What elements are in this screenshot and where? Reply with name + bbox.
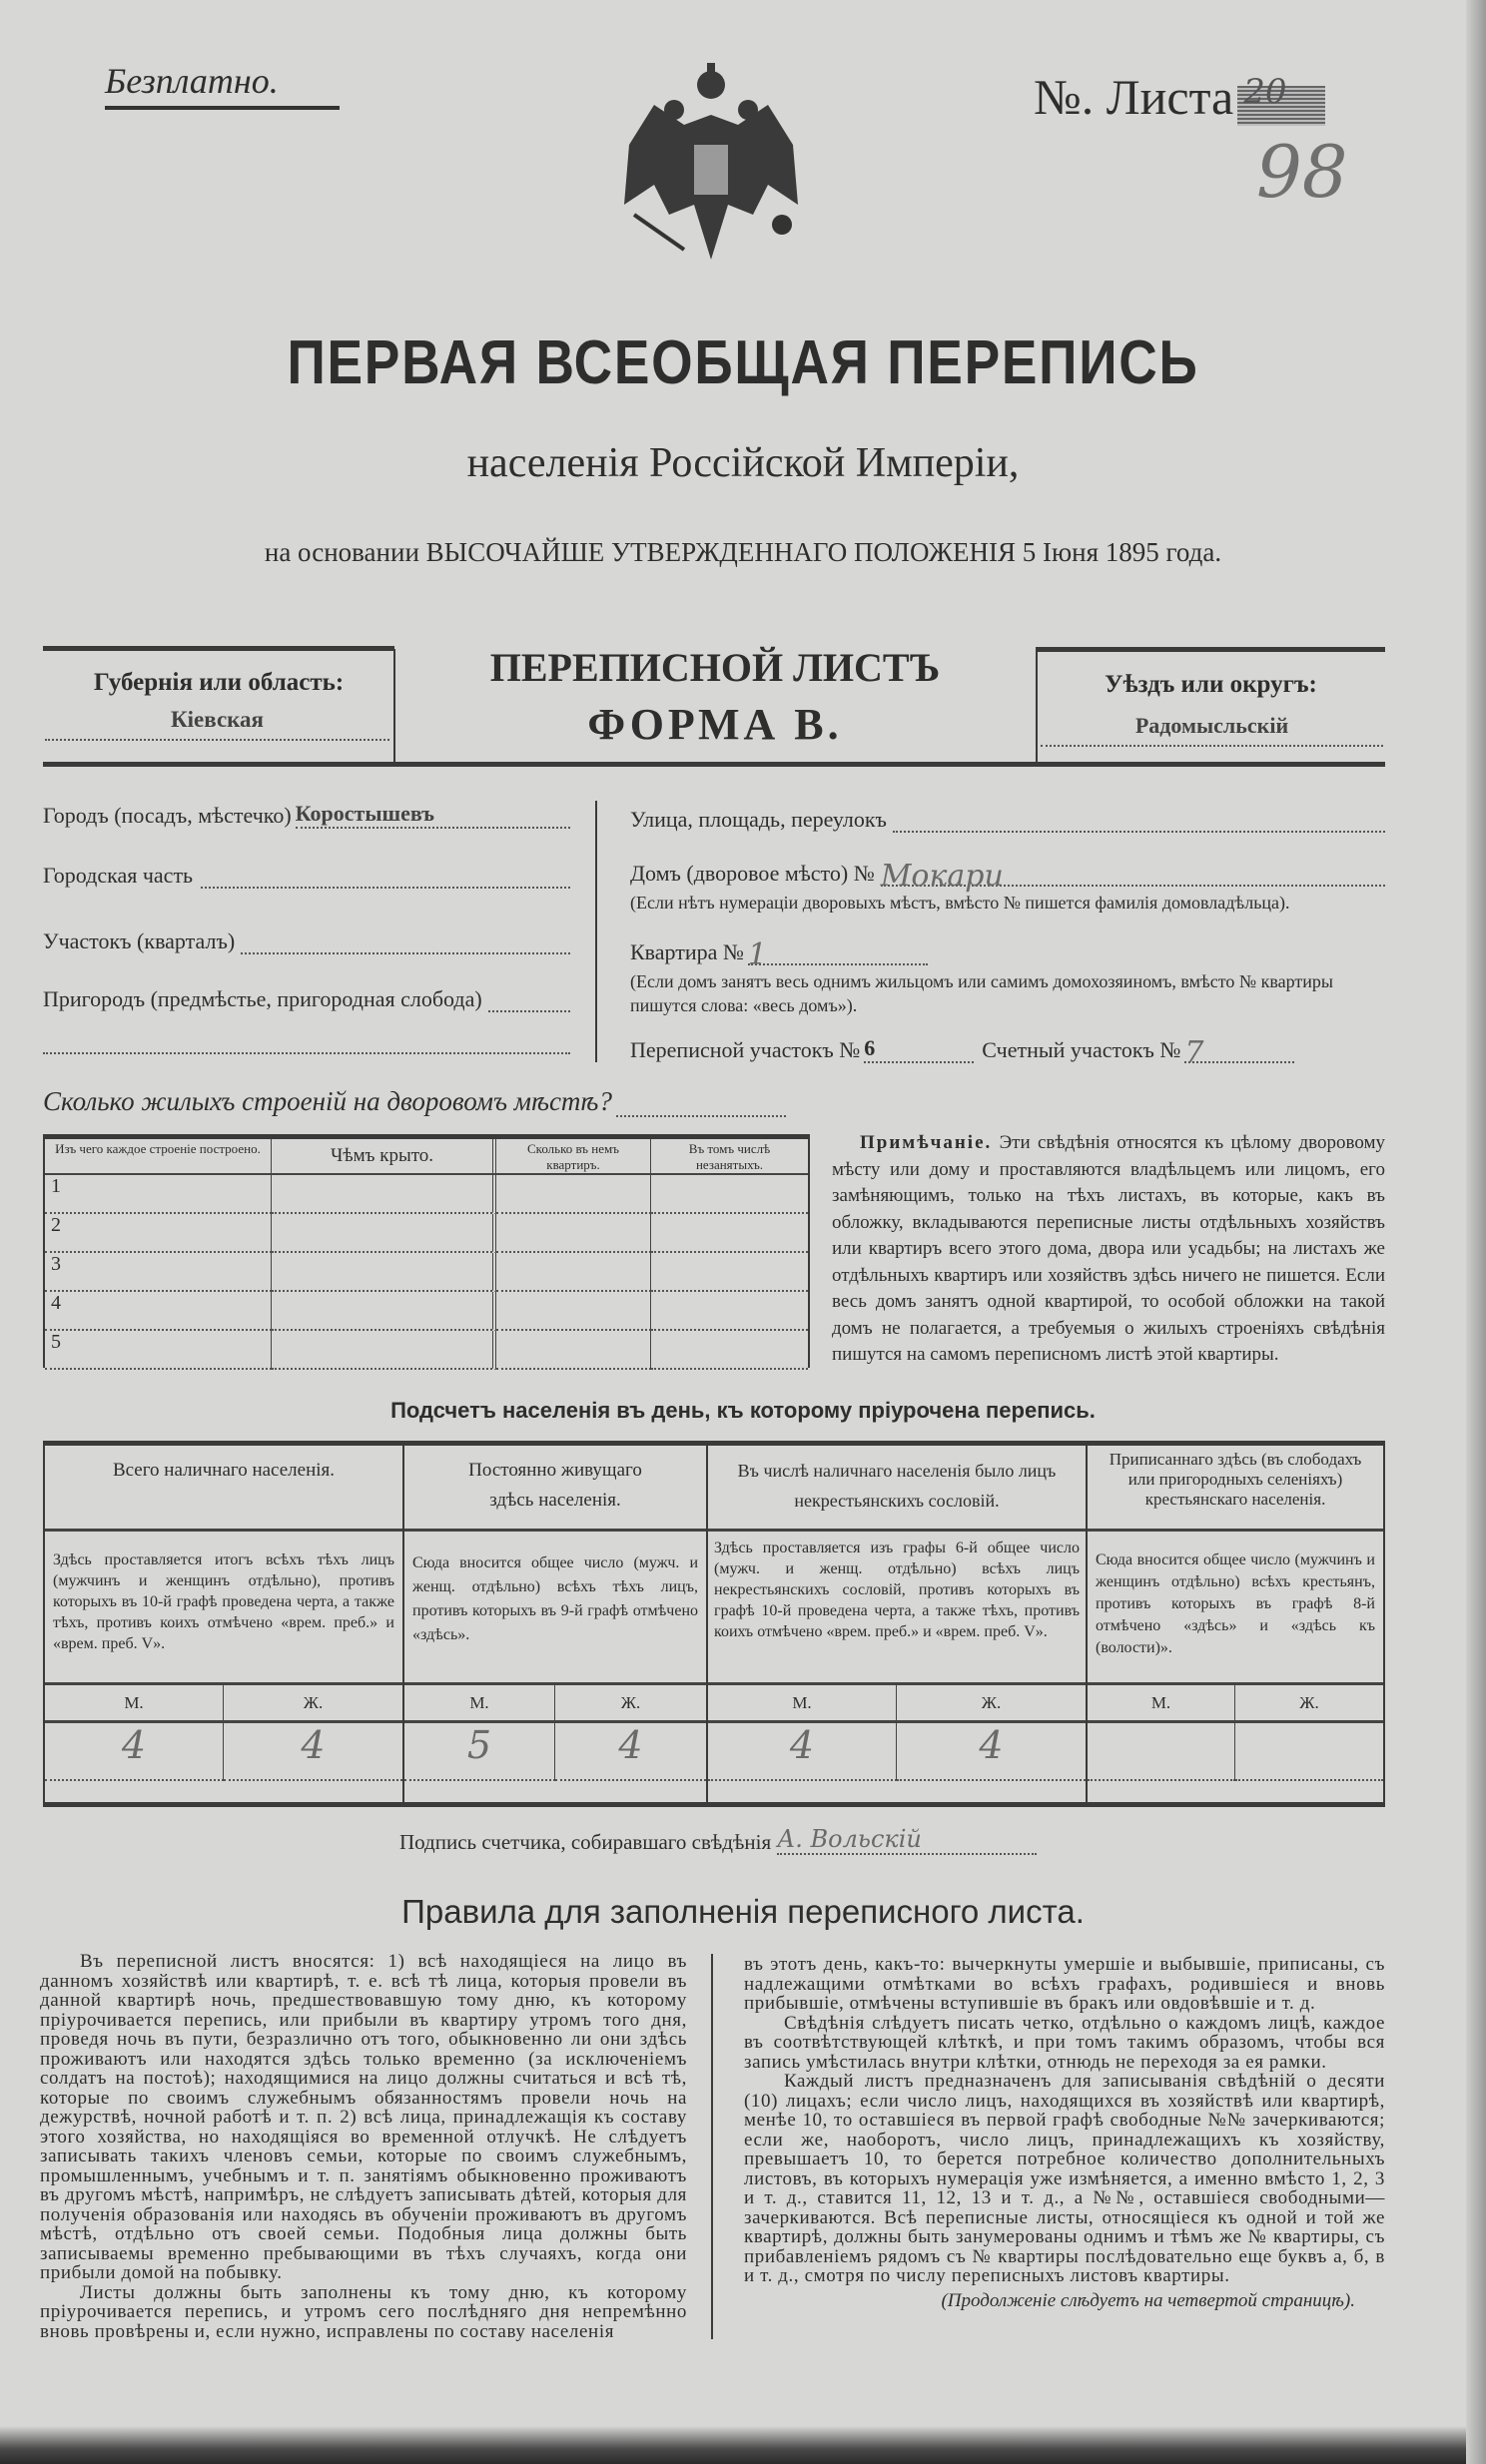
note-text: Эти свѣдѣнія относятся къ цѣлому дворовому мѣсту или дому и проставляются владѣльцемъ или лицомъ, его замѣняющимъ, только на тѣхъ листахъ, въ которые, какъ въ обложку, вкладываются переписные листы отдѣльныхъ хозяйствъ или квартиръ всего этого дома, двора или усадьбы; на листахъ же отдѣльныхъ квартиръ или хозяйствъ здѣсь ничего не пишется. Если весь домъ занятъ одной квартирой, то особой обложки на такой домъ не полагается, а требуемыя о жилыхъ строеніяхъ свѣдѣнія пишутся на самомъ переписномъ листѣ этой квартиры.	[832, 1132, 1385, 1365]
rules-right-column	[744, 1955, 1385, 2312]
field-label: Переписной участокъ №	[630, 1037, 861, 1062]
sheet-handwritten-number: 98	[1256, 130, 1348, 214]
rules-left-column	[40, 1952, 687, 2341]
buildings-count-field[interactable]	[616, 1091, 786, 1117]
female-label: Ж.	[1299, 1693, 1319, 1712]
province-field[interactable]	[45, 707, 389, 741]
census-district-field[interactable]	[864, 1035, 974, 1063]
field-suburb[interactable]	[43, 978, 570, 1012]
house-value: Мокари	[880, 859, 1004, 894]
counting-district-value: 7	[1184, 1035, 1204, 1070]
district-field[interactable]	[1041, 713, 1383, 747]
field-label: Пригородъ (предмѣстье, пригородная слобода)	[43, 986, 482, 1011]
male-count[interactable]: 5	[404, 1723, 555, 1781]
address-right	[630, 799, 1385, 1070]
female-count[interactable]: 4	[224, 1723, 402, 1781]
blank-line[interactable]	[43, 1028, 570, 1054]
rules-heading: Правила для заполненія переписного листа.	[401, 1893, 1085, 1930]
row-number: 4	[45, 1292, 272, 1331]
male-label: М.	[1088, 1685, 1235, 1720]
divider	[711, 1954, 713, 2339]
apartment-note: (Если домъ занятъ весь однимъ жильцомъ или самимъ домохозяиномъ, вмѣсто № квартиры пишутся слова: «весь домъ»).	[630, 971, 1333, 1015]
population-group-non-peasant	[708, 1446, 1088, 1802]
free-label	[105, 60, 340, 110]
signature-field[interactable]	[777, 1825, 1037, 1855]
signature-value: А. Вольскій	[777, 1825, 922, 1853]
table-row[interactable]	[45, 1292, 808, 1331]
form-name: ФОРМА В.	[587, 700, 843, 749]
buildings-question-text: Сколько жилыхъ строеній на дворовомъ мѣстѣ?	[43, 1086, 612, 1116]
enumerator-signature	[399, 1825, 1037, 1855]
field-label: Участокъ (кварталъ)	[43, 928, 236, 953]
legal-basis: на основании ВЫСОЧАЙШЕ УТВЕРЖДЕННАГО ПОЛОЖЕНІЯ 5 Іюня 1895 года.	[264, 537, 1222, 567]
group-title: Всего наличнаго населенія.	[45, 1446, 402, 1532]
field-street[interactable]	[630, 799, 1385, 833]
note-title: Примѣчаніе.	[860, 1132, 993, 1153]
male-count[interactable]: 4	[45, 1723, 224, 1781]
divider	[1036, 649, 1038, 762]
population-heading: Подсчетъ населенія въ день, къ которому пріурочена перепись.	[390, 1398, 1096, 1423]
field-label: Улица, площадь, переулокъ	[630, 807, 887, 832]
group-description: Сюда вносится общее число (мужчинъ и женщинъ отдѣльно) всѣхъ крестьянъ, противъ которыхъ въ графѣ 8-й отмѣчено «здѣсь» и «здѣсь къ (волости)».	[1088, 1532, 1383, 1685]
census-district-value: 6	[864, 1035, 876, 1060]
male-label: М.	[404, 1685, 555, 1720]
male-count[interactable]	[1088, 1723, 1235, 1781]
male-label: М.	[45, 1685, 224, 1720]
imperial-eagle-emblem	[614, 55, 809, 265]
group-description: Сюда вносится общее число (мужч. и женщ. отдѣльно) всѣхъ тѣхъ лицъ, противъ которыхъ въ 9-й графѣ отмѣчено «здѣсь».	[404, 1532, 706, 1685]
group-title: Постоянно живущаго здѣсь населенія.	[404, 1446, 706, 1532]
female-count[interactable]: 4	[897, 1723, 1086, 1781]
field-label: Квартира №	[630, 939, 744, 964]
continuation-note: (Продолженіе слѣдуетъ на четвертой страницѣ).	[941, 2289, 1355, 2311]
divider	[43, 762, 1385, 767]
table-row[interactable]	[45, 1253, 808, 1292]
sheet-number-label: №. Листа	[1034, 69, 1234, 125]
row-number: 5	[45, 1331, 272, 1370]
sheet-number-field[interactable]	[1237, 72, 1325, 126]
field-label: Городская часть	[43, 863, 194, 888]
field-apartment[interactable]	[630, 931, 1385, 972]
sheet-number-value: 20	[1243, 72, 1287, 112]
rules-paragraph: въ этотъ день, какъ-то: вычеркнуты умершіе и выбывшіе, приписаны, съ надлежащими отмѣтками во всѣхъ графахъ, родившіеся и вновь прибывшіе, отмѣчены вступившіе въ бракъ или овдовѣвшіе и т. д.	[744, 1954, 1385, 2014]
address-left	[43, 795, 570, 1054]
table-row[interactable]	[45, 1214, 808, 1253]
population-table	[43, 1441, 1385, 1807]
field-label: Домъ (дворовое мѣсто) №	[630, 861, 875, 886]
page-title: ПЕРВАЯ ВСЕОБЩАЯ ПЕРЕПИСЬ	[287, 328, 1199, 397]
field-label: Счетный участокъ №	[982, 1037, 1181, 1062]
sheet-number	[1034, 68, 1325, 126]
paper-right-edge	[1466, 0, 1486, 2464]
table-row[interactable]	[45, 1331, 808, 1370]
table-row[interactable]	[45, 1175, 808, 1214]
group-title: Приписаннаго здѣсь (въ слободахъ или пригородныхъ селеніяхъ) крестьянскаго населенія.	[1088, 1446, 1383, 1532]
column-header: Изъ чего каждое строеніе построено.	[45, 1139, 272, 1175]
column-header: Въ томъ числѣ незанятыхъ.	[688, 1141, 771, 1172]
field-house[interactable]	[630, 853, 1385, 894]
group-description: Здѣсь проставляется изъ графы 6-й общее число (мужч. и женщ. отдѣльно) всѣхъ лицъ некрестьянскихъ сословій, противъ которыхъ въ графѣ 10-й проведена черта, а также тѣхъ, противъ коихъ отмѣчено «врем. преб.» и «врем. преб. V».	[708, 1532, 1086, 1685]
row-number: 3	[45, 1253, 272, 1292]
female-label: Ж.	[303, 1693, 324, 1712]
column-header: Сколько въ немъ квартиръ.	[496, 1139, 651, 1175]
female-label: Ж.	[981, 1693, 1002, 1712]
field-city[interactable]	[43, 795, 570, 829]
district-label: Уѣздъ или округъ:	[1105, 671, 1317, 698]
group-description: Здѣсь проставляется итогъ всѣхъ тѣхъ лицъ (мужчинъ и женщинъ отдѣльно), противъ которыхъ въ 10-й графѣ проведена черта, а также тѣхъ, противъ коихъ отмѣчено «врем. преб.» и «врем. преб. V».	[45, 1532, 402, 1685]
field-city-part[interactable]	[43, 855, 570, 889]
female-count[interactable]: 4	[555, 1723, 706, 1781]
column-header: Чѣмъ крыто.	[272, 1139, 496, 1175]
population-group-permanent	[404, 1446, 708, 1802]
free-label-text: Безплатно.	[105, 61, 279, 101]
buildings-table	[43, 1134, 810, 1368]
rules-paragraph: Въ переписной листъ вносятся: 1) всѣ находящіеся на лицо въ данномъ хозяйствѣ или квартирѣ, т. е. всѣ тѣ лица, которыя провели въ данной квартирѣ ночь, предшествовавшую тому дню, къ которому пріурочивается перепись, или прибыли въ квартиру утромъ того дня, проведя ночь въ пути, безразлично отъ того, обыкновенно ли они здѣсь проживаютъ или находятся здѣсь только временно (за исключеніемъ солдатъ на постоѣ); находящимися на лицо должны считаться и всѣ тѣ, которые по своимъ служебнымъ обязанностямъ провели ночь на дежурствѣ, ночной работѣ и т. п. 2) всѣ лица, принадлежащія къ составу этого хозяйства, но находящіяся во временной отлучкѣ. Не слѣдуетъ записывать такихъ членовъ семьи, которые по своимъ служебнымъ, промышленнымъ, учебнымъ и т. п. занятіямъ обыкновенно проживаютъ въ другомъ мѣстѣ, напримѣръ, не слѣдуетъ записывать дѣтей, которыя для полученія образованія или находясь въ обученіи проживаютъ въ другомъ мѣстѣ, отдѣльно отъ своей семьи. Подобныя лица должны быть записываемы временно пребывающими въ тѣхъ случаяхъ, когда они прибыли домой на побывку.	[40, 1951, 687, 2283]
female-count[interactable]	[1235, 1723, 1383, 1781]
population-group-registered-peasant	[1088, 1446, 1383, 1802]
row-number: 1	[45, 1175, 272, 1214]
field-label: Городъ (посадъ, мѣстечко)	[43, 803, 292, 828]
city-value: Коростышевъ	[295, 801, 435, 826]
province-value: Кіевская	[170, 707, 265, 732]
apartment-value: 1	[747, 937, 767, 972]
buildings-note	[832, 1130, 1385, 1369]
rules-paragraph: Свѣдѣнія слѣдуетъ писать четко, отдѣльно о каждомъ лицѣ, каждое въ соотвѣтствующей клѣткѣ, и при томъ такимъ образомъ, чтобы вся запись умѣстилась внутри клѣтки, отнюдь не переходя за ея рамки.	[744, 2012, 1385, 2073]
female-label: Ж.	[620, 1693, 641, 1712]
page-subtitle: населенія Россійской Имперіи,	[466, 440, 1020, 486]
province-label: Губернія или область:	[93, 669, 345, 696]
row-number: 2	[45, 1214, 272, 1253]
sheet-title: ПЕРЕПИСНОЙ ЛИСТЪ	[489, 645, 941, 690]
paper-bottom-edge	[0, 2426, 1486, 2464]
rules-paragraph: Каждый листъ предназначенъ для записыванія свѣдѣній о десяти (10) лицахъ; если число лицъ, находящихся въ хозяйствѣ или квартирѣ, менѣе 10, то оставшіеся въ первой графѣ свободные №№ зачеркиваются; если же, наоборотъ, число лицъ, принадлежащихъ къ хозяйству, превышаетъ 10, то берется потребное количество дополнительныхъ листовъ, въ которыхъ нумерація уже измѣняется, а именно вмѣсто 1, 2, 3 и т. д., ставится 11, 12, 13 и т. д., а №№, оставшіеся свободными—зачеркиваются. Всѣ переписные листы, относящіеся къ одной и той же квартирѣ, должны быть занумерованы однимъ и тѣмъ же № квартиры, съ прибавленіемъ рядомъ съ № квартиры послѣдовательно еще буквъ а, б, в и т. д., смотря по числу переписныхъ листовъ квартиры.	[744, 2071, 1385, 2286]
divider	[43, 646, 394, 651]
district-value: Радомысльскій	[1134, 713, 1289, 738]
divider	[1036, 647, 1385, 652]
field-quarter[interactable]	[43, 921, 570, 954]
counting-district-field[interactable]	[1184, 1035, 1294, 1070]
house-note: (Если нѣтъ нумераціи дворовыхъ мѣстъ, вмѣсто № пишется фамилія домовладѣльца).	[630, 893, 1290, 913]
male-label: М.	[708, 1685, 897, 1720]
buildings-question	[43, 1086, 786, 1117]
rules-paragraph: Листы должны быть заполнены къ тому дню, къ которому пріурочивается перепись, и утромъ сего послѣдняго дня непремѣнно вновь провѣрены и, если нужно, исправлены по составу населенія	[40, 2281, 687, 2342]
divider	[595, 801, 597, 1062]
population-group-total	[45, 1446, 404, 1802]
signature-label: Подпись счетчика, собиравшаго свѣдѣнія	[399, 1830, 772, 1854]
group-title: Въ числѣ наличнаго населенія было лицъ некрестьянскихъ сословій.	[708, 1446, 1086, 1532]
male-count[interactable]: 4	[708, 1723, 897, 1781]
